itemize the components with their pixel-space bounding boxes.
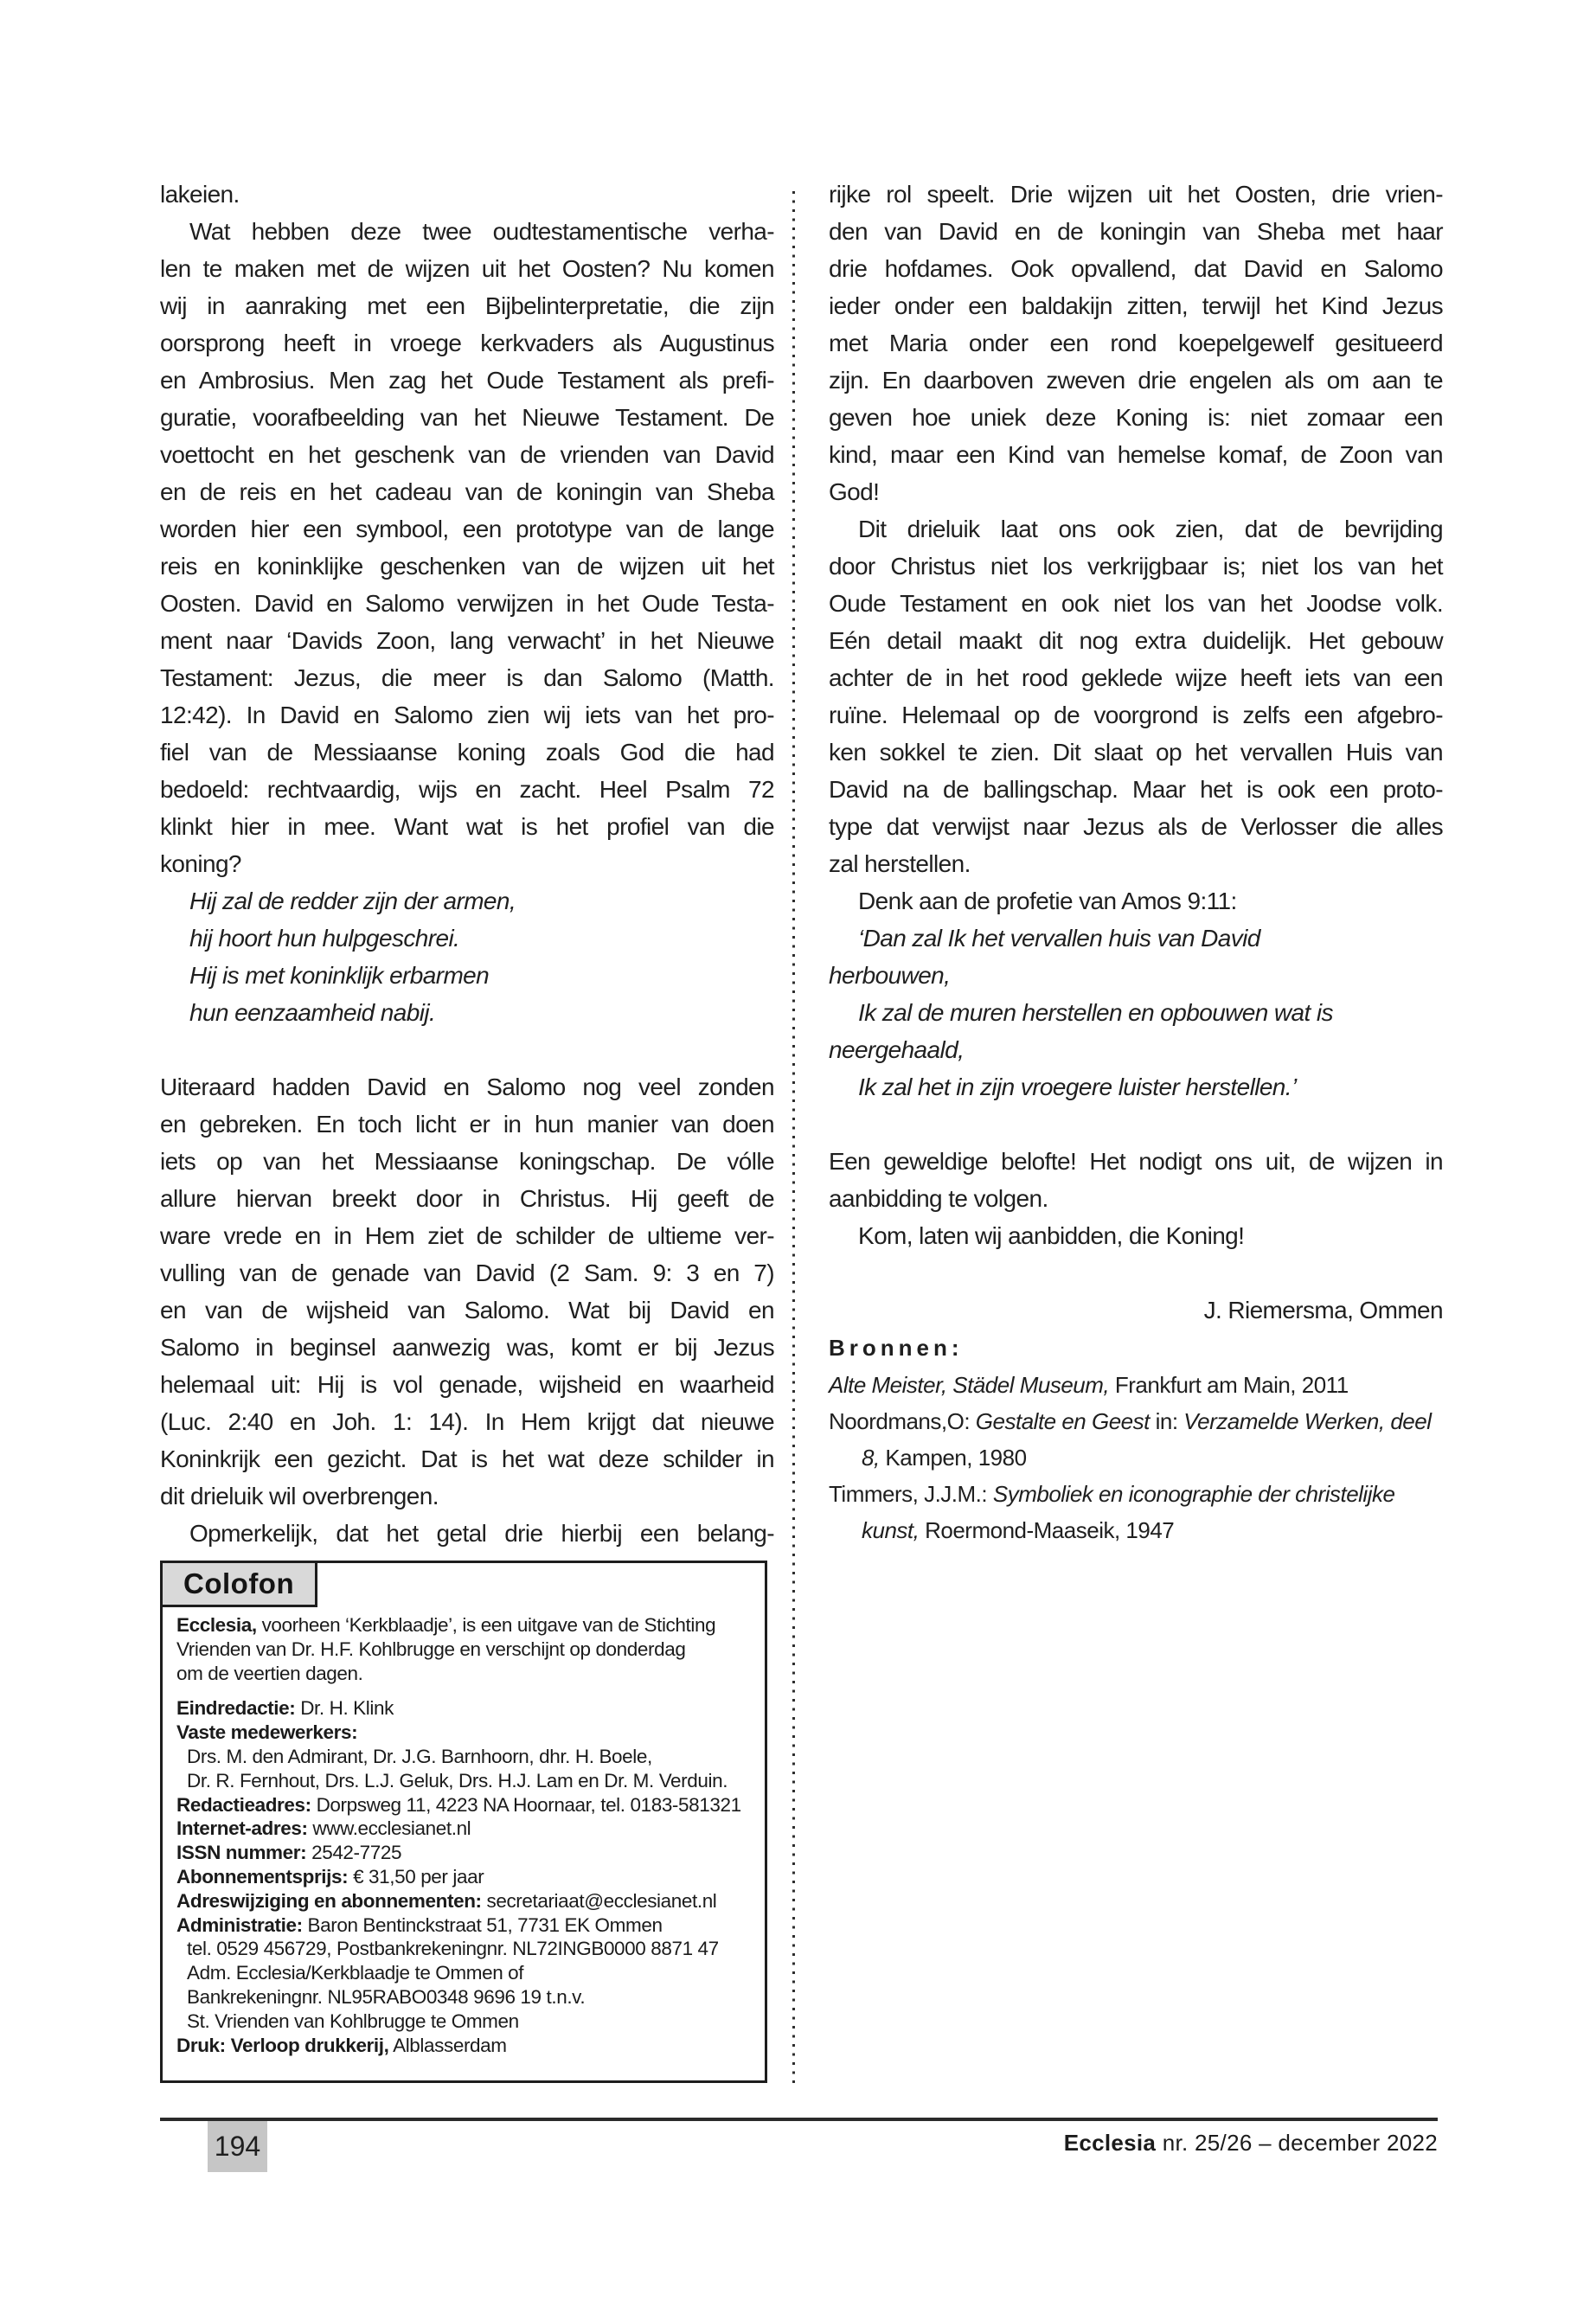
text-line: (Luc. 2:40 en Joh. 1: 14). In Hem krijgt dat nieuwe (160, 1408, 774, 1435)
text-line: zal herstellen. (829, 850, 971, 877)
text-line: den van David en de koningin van Sheba met haar (829, 218, 1443, 245)
text-line: Salomo in beginsel aanwezig was, komt er bij Jezus (160, 1334, 774, 1361)
text-line: Een geweldige belofte! Het nodigt ons uit, de wijzen in (829, 1148, 1443, 1175)
text-segment: Bankrekeningnr. NL95RABO0348 9696 19 t.n.v. (187, 1985, 586, 2008)
page-number: 194 (214, 2131, 261, 2162)
text-line: en de reis en het cadeau van de koningin van Sheba (160, 478, 774, 505)
text-line: lakeien. (160, 181, 240, 208)
text-line: Wat hebben deze twee oudtestamentische verha- (189, 218, 774, 245)
text-line: Denk aan de profetie van Amos 9:11: (858, 888, 1237, 914)
text-segment: in: (1149, 1408, 1184, 1434)
text-segment: € 31,50 per jaar (353, 1865, 484, 1888)
text-line: Oosten. David en Salomo verwijzen in het Oude Testa- (160, 590, 774, 617)
text-segment: Alblasserdam (388, 2034, 507, 2056)
colofon-line (176, 1662, 758, 1686)
colofon-content (163, 1563, 765, 2057)
text-line (829, 1439, 1443, 1476)
spacer-line (160, 1031, 774, 1068)
text-segment: tel. 0529 456729, Postbankrekeningnr. NL72INGB0000 8871 47 (187, 1938, 719, 1960)
text-line: J. Riemersma, Ommen (1203, 1297, 1443, 1324)
colofon-line (176, 1769, 758, 1793)
text-line: ieder onder een baldakijn zitten, terwijl het Kind Jezus (829, 292, 1443, 319)
text-line: ruïne. Helemaal op de voorgrond is zelfs een afgebro- (829, 702, 1443, 728)
text-segment: Dr. R. Fernhout, Drs. L.J. Geluk, Drs. H.J. Lam en Dr. M. Verduin. (187, 1769, 728, 1791)
text-line: aanbidding te volgen. (829, 1185, 1048, 1212)
text-line: en gebreken. En toch licht er in hun manier van doen (160, 1111, 774, 1138)
text-line: kind, maar een Kind van hemelse komaf, de Zoon van (829, 441, 1443, 468)
colofon-gap (176, 1685, 758, 1696)
text-segment: Kampen, 1980 (879, 1445, 1027, 1471)
text-segment: Vaste medewerkers: (176, 1721, 358, 1744)
text-line: ken sokkel te zien. Dit slaat op het vervallen Huis van (829, 739, 1443, 766)
text-line: David na de ballingschap. Maar het is ook een proto- (829, 776, 1443, 803)
colofon-line (176, 1721, 758, 1745)
text-line: len te maken met de wijzen uit het Oosten? Nu komen (160, 255, 774, 282)
text-line: Oude Testament en ook niet los van het Joodse volk. (829, 590, 1443, 617)
text-line: zijn. En daarboven zweven drie engelen als om aan te (829, 367, 1443, 394)
footer-rule (160, 2118, 1438, 2121)
text-line: hij hoort hun hulpgeschrei. (189, 925, 460, 952)
colofon-line (176, 1638, 758, 1662)
text-line: koning? (160, 850, 241, 877)
text-segment: ISSN nummer: (176, 1842, 312, 1864)
text-segment: Abonnementsprijs: (176, 1865, 354, 1888)
footer-label (1064, 2130, 1438, 2157)
text-segment: www.ecclesianet.nl (312, 1817, 471, 1840)
left-text-column (160, 176, 774, 1552)
text-line (829, 1476, 1443, 1512)
text-line: worden hier een symbool, een prototype van de lange (160, 516, 774, 542)
text-line: guratie, voorafbeelding van het Nieuwe Testament. De (160, 404, 774, 431)
footer-journal-name: Ecclesia (1063, 2130, 1157, 2156)
colofon-line (176, 1985, 758, 2009)
colofon-line (176, 1793, 758, 1817)
colofon-line (176, 1613, 758, 1638)
text-segment: Adreswijziging en abonnementen: (176, 1889, 487, 1912)
text-line (829, 1512, 1443, 1548)
text-segment: St. Vrienden van Kohlbrugge te Ommen (187, 2009, 519, 2032)
text-segment: kunst, (862, 1517, 920, 1543)
colofon-line (176, 1913, 758, 1938)
text-line: 12:42). In David en Salomo zien wij iets van het pro- (160, 702, 774, 728)
text-line: achter de in het rood geklede wijze heeft iets van een (829, 664, 1443, 691)
text-line: voettocht en het geschenk van de vrienden van David (160, 441, 774, 468)
colofon-line (176, 1841, 758, 1865)
text-segment: Baron Bentinckstraat 51, 7731 EK Ommen (307, 1913, 663, 1936)
colofon-line (176, 2009, 758, 2034)
footer-issue: nr. 25/26 – december 2022 (1156, 2130, 1438, 2156)
text-segment: om de veertien dagen. (176, 1662, 363, 1684)
text-line: klinkt hier in mee. Want wat is het profiel van die (160, 813, 774, 840)
text-segment: Roermond-Maaseik, 1947 (919, 1517, 1175, 1543)
text-segment: secretariaat@ecclesianet.nl (486, 1889, 717, 1912)
text-line: ware vrede en in Hem ziet de schilder de ultieme ver- (160, 1222, 774, 1249)
text-line: Koninkrijk een gezicht. Dat is het wat deze schilder in (160, 1445, 774, 1472)
colofon-line (176, 1961, 758, 1985)
right-text-column (829, 176, 1443, 1548)
spacer-line (829, 1106, 1443, 1143)
text-segment: Gestalte en Geest (975, 1408, 1150, 1434)
text-line: Kom, laten wij aanbidden, die Koning! (858, 1222, 1245, 1249)
text-line: door Christus niet los verkrijgbaar is; niet los van het (829, 553, 1443, 580)
colofon-line (176, 1696, 758, 1721)
text-segment: 2542-7725 (311, 1842, 402, 1864)
text-segment: Drs. M. den Admirant, Dr. J.G. Barnhoorn, dhr. H. Boele, (187, 1745, 652, 1767)
colofon-title: Colofon (183, 1567, 295, 1599)
text-line: fiel van de Messiaanse koning zoals God die had (160, 739, 774, 766)
text-line: hun eenzaamheid nabij. (189, 999, 436, 1026)
text-line (829, 1367, 1443, 1403)
text-line: God! (829, 478, 880, 505)
text-line: rijke rol speelt. Drie wijzen uit het Oosten, drie vrien- (829, 181, 1443, 208)
text-segment: Administratie: (176, 1913, 308, 1936)
text-segment: Verzamelde Werken, deel (1183, 1408, 1432, 1434)
text-line: Eén detail maakt dit nog extra duidelijk. Het gebouw (829, 627, 1443, 654)
colofon-box (160, 1561, 767, 2083)
text-line: Opmerkelijk, dat het getal drie hierbij een belang- (189, 1520, 774, 1547)
colofon-line (176, 1889, 758, 1913)
text-line: allure hiervan breekt door in Christus. Hij geeft de (160, 1185, 774, 1212)
spacer-line (829, 1254, 1443, 1292)
text-line: ‘Dan zal Ik het vervallen huis van David (858, 925, 1260, 952)
text-segment: Eindredactie: (176, 1697, 301, 1720)
text-line: en van de wijsheid van Salomo. Wat bij David en (160, 1297, 774, 1324)
text-line: Testament: Jezus, die meer is dan Salomo (Matth. (160, 664, 774, 691)
text-segment: voorheen ‘Kerkblaadje’, is een uitgave van de Stichting (256, 1614, 716, 1636)
colofon-line (176, 1745, 758, 1769)
text-line: Uiteraard hadden David en Salomo nog veel zonden (160, 1074, 774, 1100)
text-segment: Noordmans,O: (829, 1408, 976, 1434)
text-segment: Internet-adres: (176, 1817, 313, 1840)
text-segment: Timmers, J.J.M.: (829, 1481, 993, 1507)
text-line: herbouwen, (829, 962, 951, 989)
text-line: ment naar ‘Davids Zoon, lang verwacht’ in het Nieuwe (160, 627, 774, 654)
text-segment: 8, (862, 1445, 880, 1471)
text-line: reis en koninklijke geschenken van de wijzen uit het (160, 553, 774, 580)
text-line: helemaal uit: Hij is vol genade, wijsheid en waarheid (160, 1371, 774, 1398)
text-line: en Ambrosius. Men zag het Oude Testament als prefi- (160, 367, 774, 394)
text-segment: Frankfurt am Main, 2011 (1109, 1372, 1349, 1398)
text-segment: Alte Meister, Städel Museum, (829, 1372, 1110, 1398)
text-segment: Vrienden van Dr. H.F. Kohlbrugge en verschijnt op donderdag (176, 1638, 686, 1660)
column-divider-dotted-rule (792, 191, 795, 2083)
text-line: vulling van de genade van David (2 Sam. 9: 3 en 7) (160, 1259, 774, 1286)
text-segment: Ecclesia, (176, 1614, 257, 1636)
text-line: drie hofdames. Ook opvallend, dat David en Salomo (829, 255, 1443, 282)
text-segment: Symboliek en iconographie der christelijke (992, 1481, 1395, 1507)
text-line: met Maria onder een rond koepelgewelf gesitueerd (829, 330, 1443, 356)
text-line: wij in aanraking met een Bijbelinterpretatie, die zijn (160, 292, 774, 319)
colofon-line (176, 1817, 758, 1841)
text-line: Hij is met koninklijk erbarmen (189, 962, 490, 989)
page-number-box (208, 2121, 267, 2172)
text-line: geven hoe uniek deze Koning is: niet zomaar een (829, 404, 1443, 431)
text-line: Ik zal de muren herstellen en opbouwen wat is (858, 999, 1333, 1026)
text-segment: Redactieadres: (176, 1793, 317, 1816)
text-line: bedoeld: rechtvaardig, wijs en zacht. Heel Psalm 72 (160, 776, 774, 803)
text-segment: Dr. H. Klink (300, 1697, 394, 1720)
text-segment: Druk: Verloop drukkerij, (176, 2034, 389, 2056)
text-line (829, 1403, 1443, 1439)
text-segment: Dorpsweg 11, 4223 NA Hoornaar, tel. 0183-581321 (316, 1793, 741, 1816)
text-line: neergehaald, (829, 1036, 965, 1063)
text-line: Hij zal de redder zijn der armen, (189, 888, 516, 914)
text-line: dit drieluik wil overbrengen. (160, 1483, 439, 1509)
colofon-line (176, 2034, 758, 2058)
text-line: Dit drieluik laat ons ook zien, dat de bevrijding (858, 516, 1443, 542)
text-line: iets op van het Messiaanse koningschap. De vólle (160, 1148, 774, 1175)
text-line: Ik zal het in zijn vroegere luister herstellen.’ (858, 1074, 1297, 1100)
text-segment: Adm. Ecclesia/Kerkblaadje te Ommen of (187, 1962, 524, 1984)
text-line: type dat verwijst naar Jezus als de Verlosser die alles (829, 813, 1443, 840)
text-line: oorsprong heeft in vroege kerkvaders als Augustinus (160, 330, 774, 356)
colofon-line (176, 1865, 758, 1889)
colofon-line (176, 1937, 758, 1961)
text-line: Bronnen: (829, 1335, 964, 1361)
